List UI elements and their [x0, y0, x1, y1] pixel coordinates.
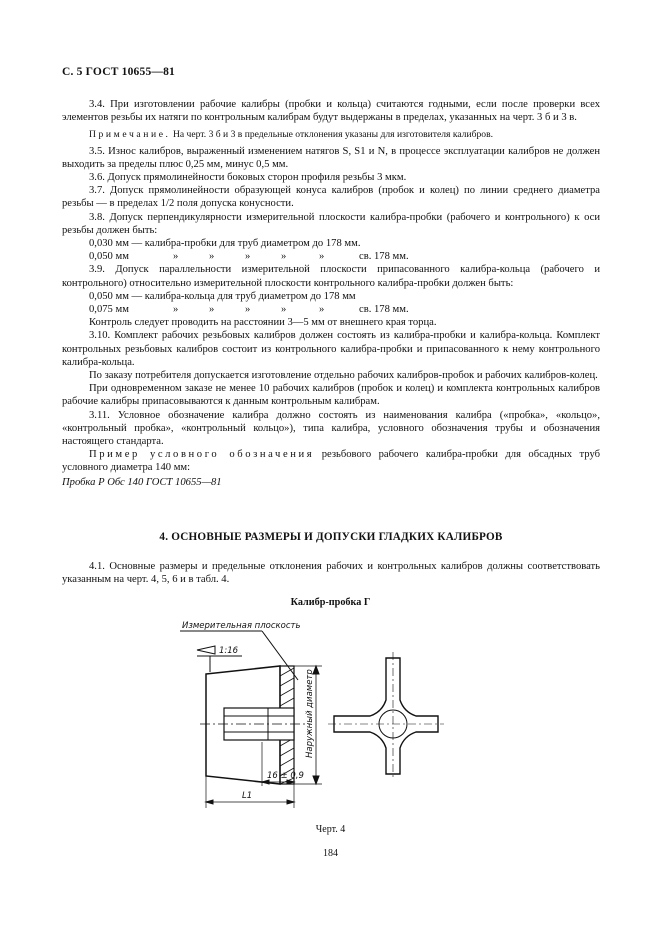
section-title: 4. ОСНОВНЫЕ РАЗМЕРЫ И ДОПУСКИ ГЛАДКИХ КАЛИБРОВ: [159, 531, 503, 543]
tolerance-cell: св. 178 мм.: [359, 251, 409, 263]
paragraph-control: Контроль следует проводить на расстоянии 3—5 мм от внешнего края торца.: [89, 317, 437, 329]
paragraph-3-4: 3.4. При изготовлении рабочие калибры (пробки и кольца) считаются годными, если после проверки всех элементов резьбы их натяги по контрольным калибрам будут выдержаны в пределах, указанных на черт. 3 б и 3 в.: [62, 99, 600, 124]
ditto-mark: »: [209, 251, 215, 263]
paragraph-3-5: 3.5. Износ калибров, выраженный изменением натягов S, S1 и N, в процессе эксплуатации калибров не должен выходить за пределы плюс 0,25 мм, минус 0,5 мм.: [62, 145, 600, 170]
section-text: [62, 560, 600, 586]
figure-caption: Черт. 4: [315, 824, 346, 835]
example-text: резьбового рабочего калибра-пробки для обсадных труб условного диаметра 140 мм:: [62, 449, 600, 474]
example-prefix: Пример условного обозначения: [89, 449, 315, 461]
dim-arrow: [287, 800, 294, 804]
main-text: [62, 98, 600, 489]
paragraph-4-1: 4.1. Основные размеры и предельные отклонения рабочих и контрольных калибров должны соответствовать указанным на черт. 4, 5, 6 и в табл. 4.: [62, 561, 600, 586]
meas-plane-label: Измерительная плоскость: [182, 621, 301, 631]
paragraph-3-10: 3.10. Комплект рабочих резьбовых калибров должен состоять из калибра-пробки и калибра-кольца. Комплект контрольных резьбовых калибров состоит из контрольного калибра-пробки и припасованного к нему контрольного калибра-кольца.: [62, 330, 600, 368]
dim-arrow: [313, 776, 319, 784]
figure-title: Калибр-пробка Г: [290, 597, 371, 608]
ditto-mark: »: [173, 251, 179, 263]
tolerance-cell: 0,050 мм: [89, 251, 129, 263]
note-prefix: Примечание.: [89, 129, 171, 141]
tolerance-row: 0,050 мм — калибра-кольца для труб диаметром до 178 мм: [89, 290, 356, 302]
ditto-mark: »: [245, 251, 251, 263]
tolerance-row: [89, 303, 600, 316]
ditto-mark: »: [245, 304, 251, 316]
tolerance-cell: св. 178 мм.: [359, 304, 409, 316]
taper-label: 1:16: [219, 646, 239, 656]
dim-16-label: 16 ± 0,9: [267, 771, 304, 781]
page-header: С. 5 ГОСТ 10655—81: [62, 66, 175, 78]
dim-l1-label: L1: [242, 791, 253, 801]
example-paragraph: [62, 448, 600, 474]
paragraph-3-7: 3.7. Допуск прямолинейности образующей конуса калибров (пробок и колец) по линии среднего диаметра резьбы — в пределах 1/2 поля допуска конусности.: [62, 185, 600, 210]
tolerance-row: 0,030 мм — калибра-пробки для труб диаметром до 178 мм.: [89, 238, 361, 250]
gauge-plug-drawing: [150, 612, 490, 822]
paragraph-order: По заказу потребителя допускается изготовление отдельно рабочих калибров-пробок и рабочих калибров-колец.: [89, 370, 598, 382]
dim-arrow: [206, 800, 213, 804]
ditto-mark: »: [281, 304, 287, 316]
ditto-mark: »: [173, 304, 179, 316]
paragraph-3-8: 3.8. Допуск перпендикулярности измерительной плоскости калибра-пробки (рабочего и контрольного) к оси резьбы должен быть:: [62, 211, 600, 236]
paragraph-3-9: 3.9. Допуск параллельности измерительной плоскости припасованного калибра-кольца (рабочего и контрольного) относительно измерительной плоскости контрольного калибра-пробки должен быть:: [62, 264, 600, 289]
page-number: 184: [323, 848, 338, 859]
ditto-mark: »: [209, 304, 215, 316]
ditto-mark: »: [319, 304, 325, 316]
note: [62, 128, 600, 141]
taper-symbol: [197, 646, 215, 654]
tolerance-row: [89, 250, 600, 263]
paragraph-3-11: 3.11. Условное обозначение калибра должно состоять из наименования калибра («пробка», «кольцо», «контрольный пробка», «контрольный кольцо»), типа калибра, условного обозначения трубы и обозначения настоящего стандарта.: [62, 409, 600, 448]
outer-diam-label: Наружный диаметр: [305, 669, 315, 758]
note-text: На черт. 3 б и 3 в предельные отклонения указаны для изготовителя калибров.: [170, 129, 494, 141]
end-view-cross: [328, 652, 444, 780]
example-designation: Пробка Р Обс 140 ГОСТ 10655—81: [62, 476, 222, 488]
ditto-mark: »: [281, 251, 287, 263]
paragraph-3-6: 3.6. Допуск прямолинейности боковых сторон профиля резьбы 3 мкм.: [89, 172, 407, 184]
paragraph-simultaneous: При одновременном заказе не менее 10 рабочих калибров (пробок и колец) и комплекта контрольных калибров рабочие калибры припасовываются к данным контрольным калибрам.: [62, 383, 600, 408]
ditto-mark: »: [319, 251, 325, 263]
tolerance-cell: 0,075 мм: [89, 304, 129, 316]
